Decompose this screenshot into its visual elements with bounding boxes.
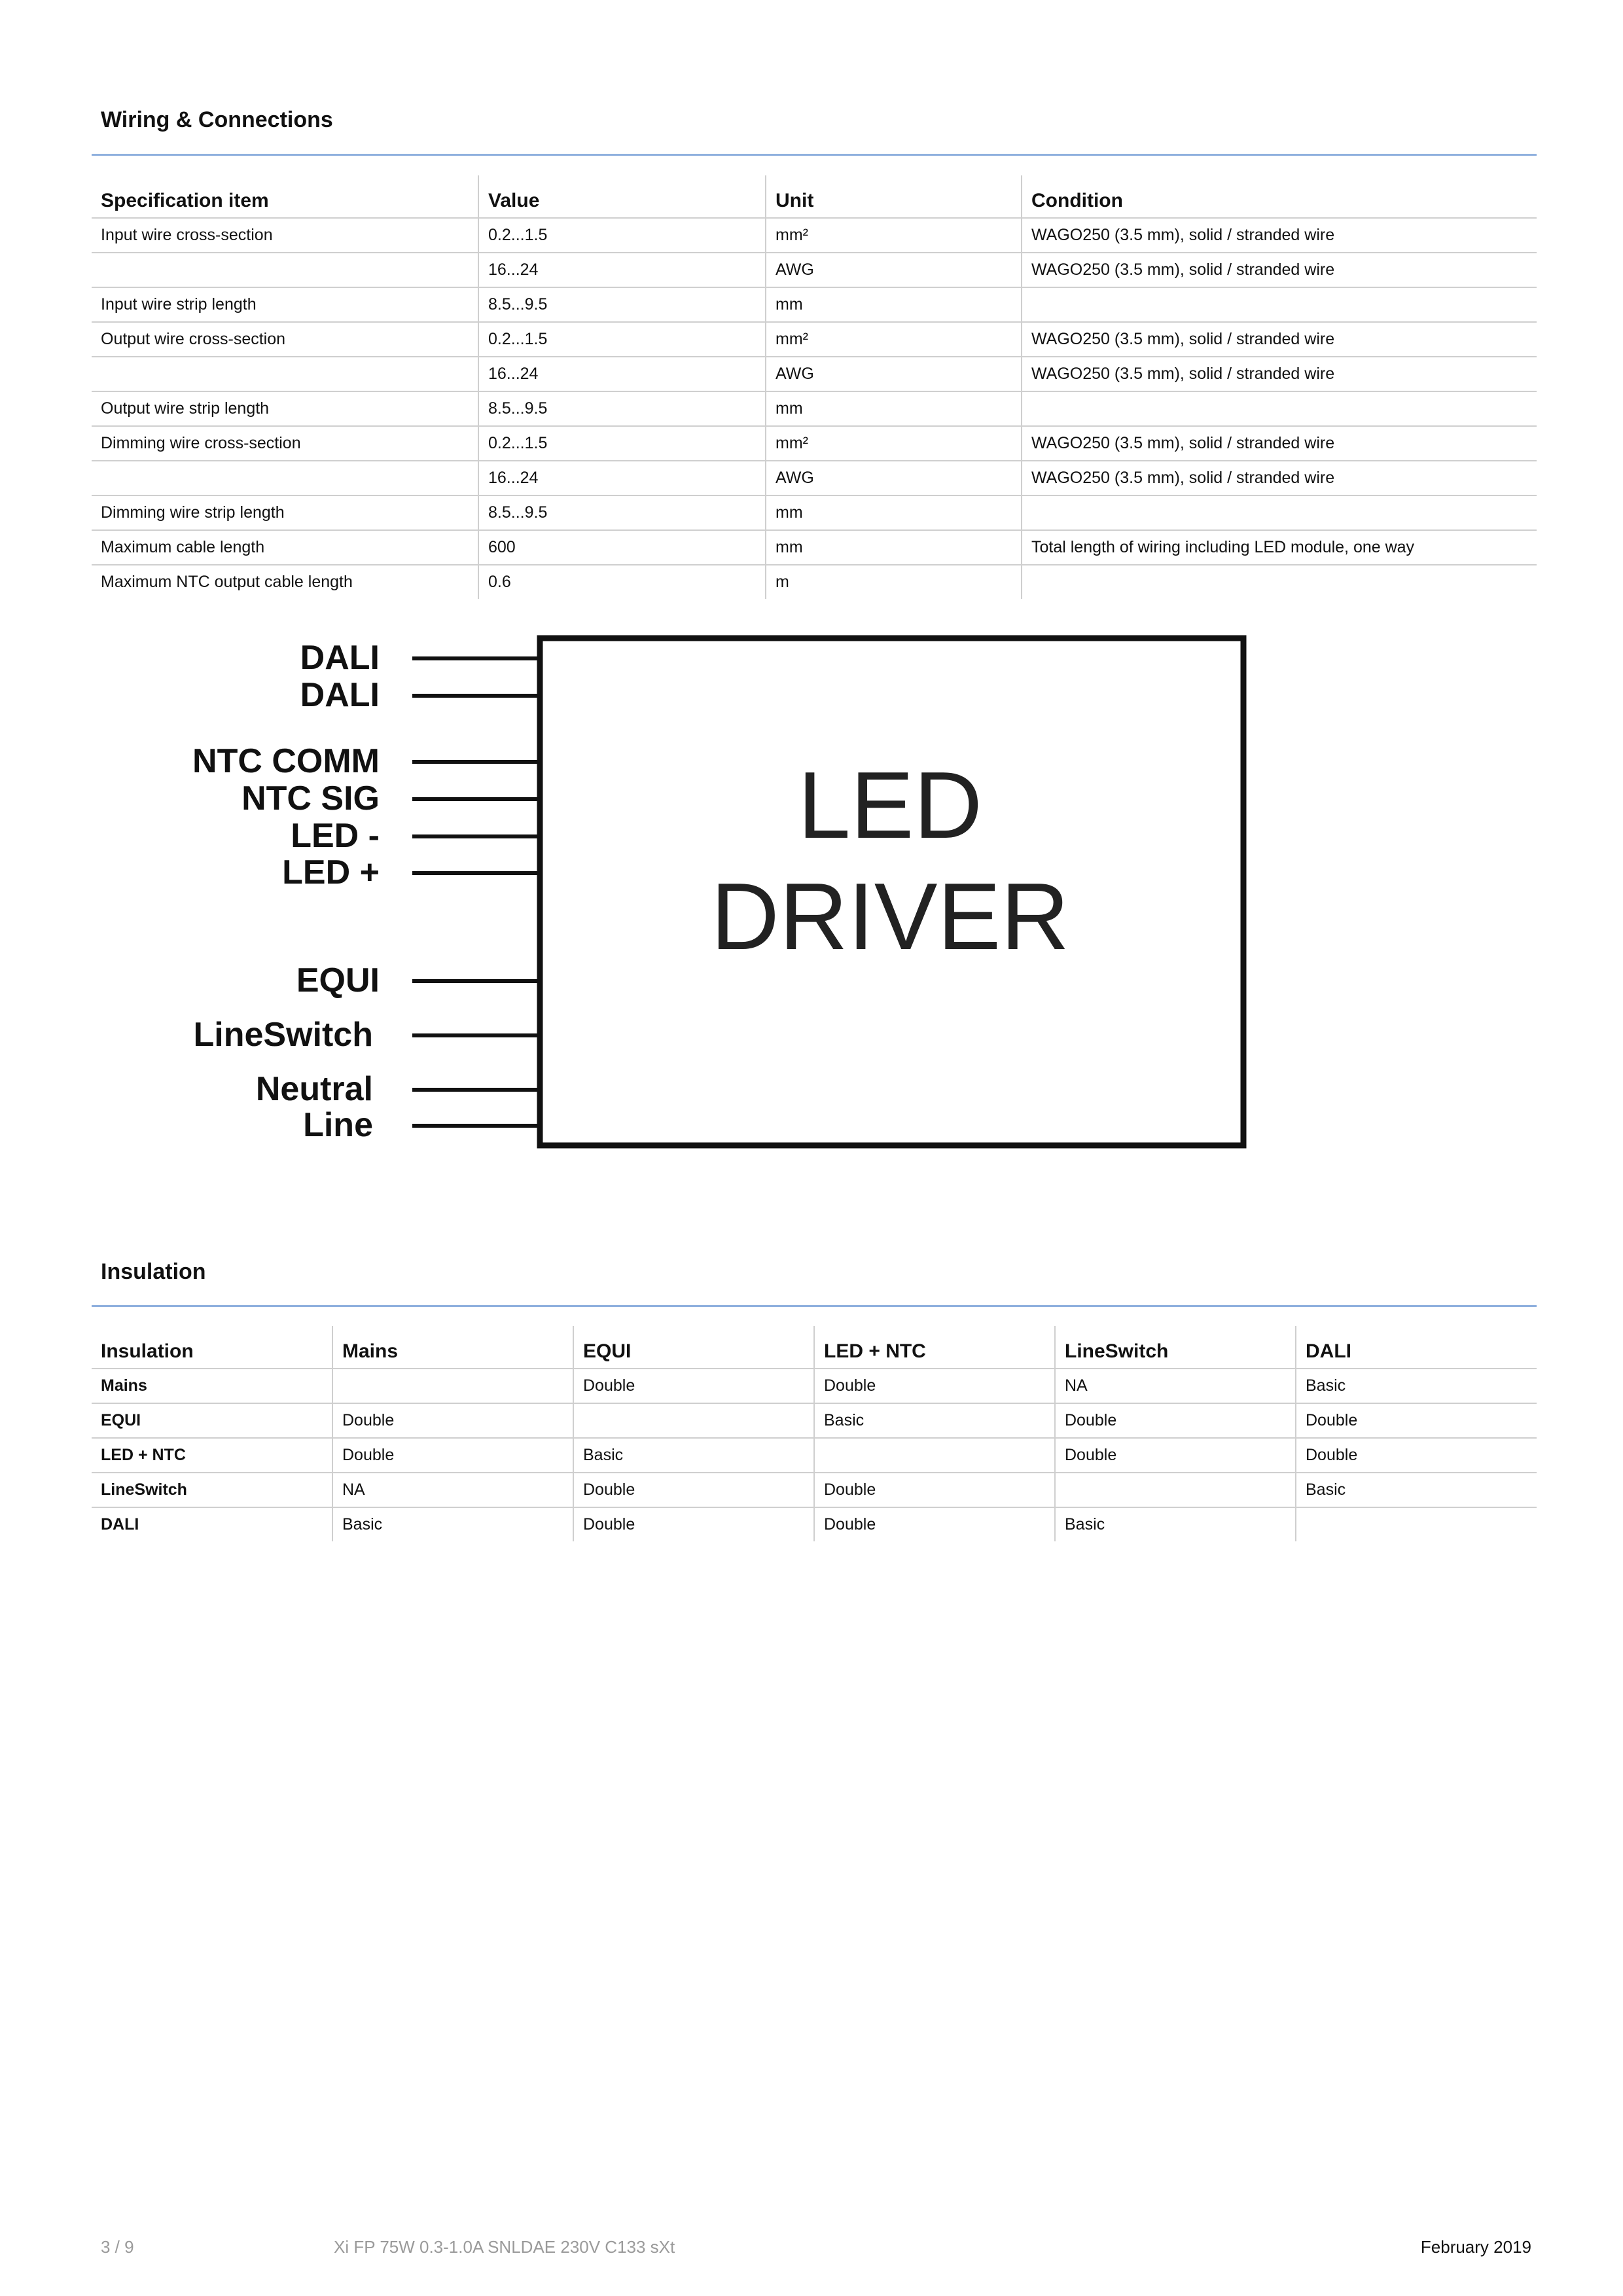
row-header: Mains [92,1369,332,1403]
table-cell: Dimming wire cross-section [92,426,478,461]
table-cell [92,461,478,495]
terminal-ntc-sig [241,780,540,817]
terminal-label: LineSwitch [193,1016,373,1054]
table-row [92,1507,1537,1541]
table-row [92,218,1537,253]
table-header-row [92,175,1537,218]
column-header: EQUI [573,1326,814,1369]
table-row [92,461,1537,495]
table-cell: Double [1296,1438,1537,1473]
table-cell: Basic [1296,1369,1537,1403]
table-cell: WAGO250 (3.5 mm), solid / stranded wire [1022,461,1537,495]
table-cell: WAGO250 (3.5 mm), solid / stranded wire [1022,357,1537,391]
table-cell: mm² [766,218,1022,253]
table-cell: Basic [1055,1507,1296,1541]
footer-product-name: Xi FP 75W 0.3-1.0A SNLDAE 230V C133 sXt [334,2237,675,2257]
terminal-led-minus [291,817,540,855]
terminal-ntc-comm [192,742,540,780]
table-cell: WAGO250 (3.5 mm), solid / stranded wire [1022,253,1537,287]
column-header: Value [478,175,766,218]
column-header: Condition [1022,175,1537,218]
table-cell [1022,287,1537,322]
table-cell: m [766,565,1022,599]
table-cell: 0.2...1.5 [478,218,766,253]
table-row [92,1473,1537,1507]
table-cell: AWG [766,461,1022,495]
column-header: Mains [332,1326,573,1369]
table-cell: Double [573,1507,814,1541]
column-header: Unit [766,175,1022,218]
table-cell [1022,495,1537,530]
terminal-label: DALI [300,639,380,677]
table-cell: 8.5...9.5 [478,287,766,322]
table-cell [814,1438,1055,1473]
table-row [92,426,1537,461]
table-cell: Input wire strip length [92,287,478,322]
table-cell: Output wire strip length [92,391,478,426]
insulation-table [92,1326,1537,1541]
table-cell: Output wire cross-section [92,322,478,357]
table-cell: NA [332,1473,573,1507]
row-header: EQUI [92,1403,332,1438]
wiring-section-title: Wiring & Connections [101,107,333,132]
table-row [92,253,1537,287]
table-cell: Double [1055,1438,1296,1473]
table-cell [1296,1507,1537,1541]
terminal-led-plus [282,853,540,891]
table-cell [573,1403,814,1438]
table-cell: Double [814,1507,1055,1541]
table-row [92,322,1537,357]
table-cell: Basic [332,1507,573,1541]
table-cell [92,357,478,391]
table-cell: NA [1055,1369,1296,1403]
table-cell: 0.2...1.5 [478,322,766,357]
table-cell: Double [573,1369,814,1403]
wiring-diagram [157,622,1263,1158]
table-cell: mm² [766,322,1022,357]
terminal-dali-1 [300,639,540,677]
table-cell: WAGO250 (3.5 mm), solid / stranded wire [1022,218,1537,253]
terminal-equi [296,961,540,999]
terminal-label: NTC SIG [241,780,380,817]
table-cell: Maximum cable length [92,530,478,565]
table-cell: Total length of wiring including LED module, one way [1022,530,1537,565]
table-cell: Dimming wire strip length [92,495,478,530]
table-cell: Basic [814,1403,1055,1438]
row-header: LED + NTC [92,1438,332,1473]
table-row [92,530,1537,565]
table-row [92,1438,1537,1473]
table-cell: Maximum NTC output cable length [101,573,353,591]
column-header: DALI [1296,1326,1537,1369]
table-cell: 8.5...9.5 [478,391,766,426]
table-cell: Double [1296,1403,1537,1438]
table-row [92,287,1537,322]
table-cell: Double [573,1473,814,1507]
table-cell: 0.2...1.5 [478,426,766,461]
driver-label-line1: LED [797,752,983,858]
table-row [92,1403,1537,1438]
terminal-neutral [256,1070,540,1108]
column-header: LineSwitch [1055,1326,1296,1369]
wiring-title-rule [92,154,1537,156]
table-cell: Double [332,1403,573,1438]
driver-label-line2: DRIVER [711,863,1069,969]
table-cell: Double [1055,1403,1296,1438]
terminal-label: Neutral [255,1070,373,1108]
table-cell: 16...24 [478,357,766,391]
table-cell: 8.5...9.5 [478,495,766,530]
table-cell: mm [766,391,1022,426]
table-cell [1055,1473,1296,1507]
table-cell: 600 [478,530,766,565]
table-cell [1022,391,1537,426]
terminal-label: LED - [291,817,380,855]
table-cell: 0.6 [478,565,766,599]
table-cell: 16...24 [478,253,766,287]
column-header: LED + NTC [814,1326,1055,1369]
footer-date: February 2019 [1420,2237,1531,2257]
table-row [92,357,1537,391]
row-header: LineSwitch [92,1473,332,1507]
terminal-label: NTC COMM [192,742,380,780]
table-row [92,495,1537,530]
table-cell: mm [766,495,1022,530]
terminal-label: DALI [300,676,380,714]
table-cell: Input wire cross-section [92,218,478,253]
terminal-lineswitch [194,1016,540,1054]
table-cell: WAGO250 (3.5 mm), solid / stranded wire [1022,426,1537,461]
column-header: Insulation [92,1326,332,1369]
table-cell: mm [766,530,1022,565]
table-header-row [92,1326,1537,1369]
table-cell [92,253,478,287]
table-cell: mm [766,287,1022,322]
insulation-section-title: Insulation [101,1259,206,1284]
column-header: Specification item [92,175,478,218]
table-cell [1022,565,1537,599]
terminal-label: EQUI [296,961,380,999]
row-header: DALI [101,1515,139,1534]
table-cell: Basic [1296,1473,1537,1507]
table-cell: Double [814,1369,1055,1403]
table-cell: Double [332,1438,573,1473]
insulation-title-rule [92,1305,1537,1307]
terminal-line [303,1106,540,1144]
terminal-dali-2 [300,676,540,714]
terminal-label: LED + [282,853,380,891]
table-cell: 16...24 [478,461,766,495]
table-cell: AWG [766,253,1022,287]
table-row [92,1369,1537,1403]
table-cell: AWG [766,357,1022,391]
footer-page-number: 3 / 9 [101,2237,134,2257]
table-row [92,565,1537,599]
table-row [92,391,1537,426]
terminal-label: Line [303,1106,373,1144]
table-cell: WAGO250 (3.5 mm), solid / stranded wire [1022,322,1537,357]
table-cell: Basic [573,1438,814,1473]
table-cell: Double [814,1473,1055,1507]
wiring-table [92,175,1537,599]
table-cell: mm² [766,426,1022,461]
table-cell [332,1369,573,1403]
